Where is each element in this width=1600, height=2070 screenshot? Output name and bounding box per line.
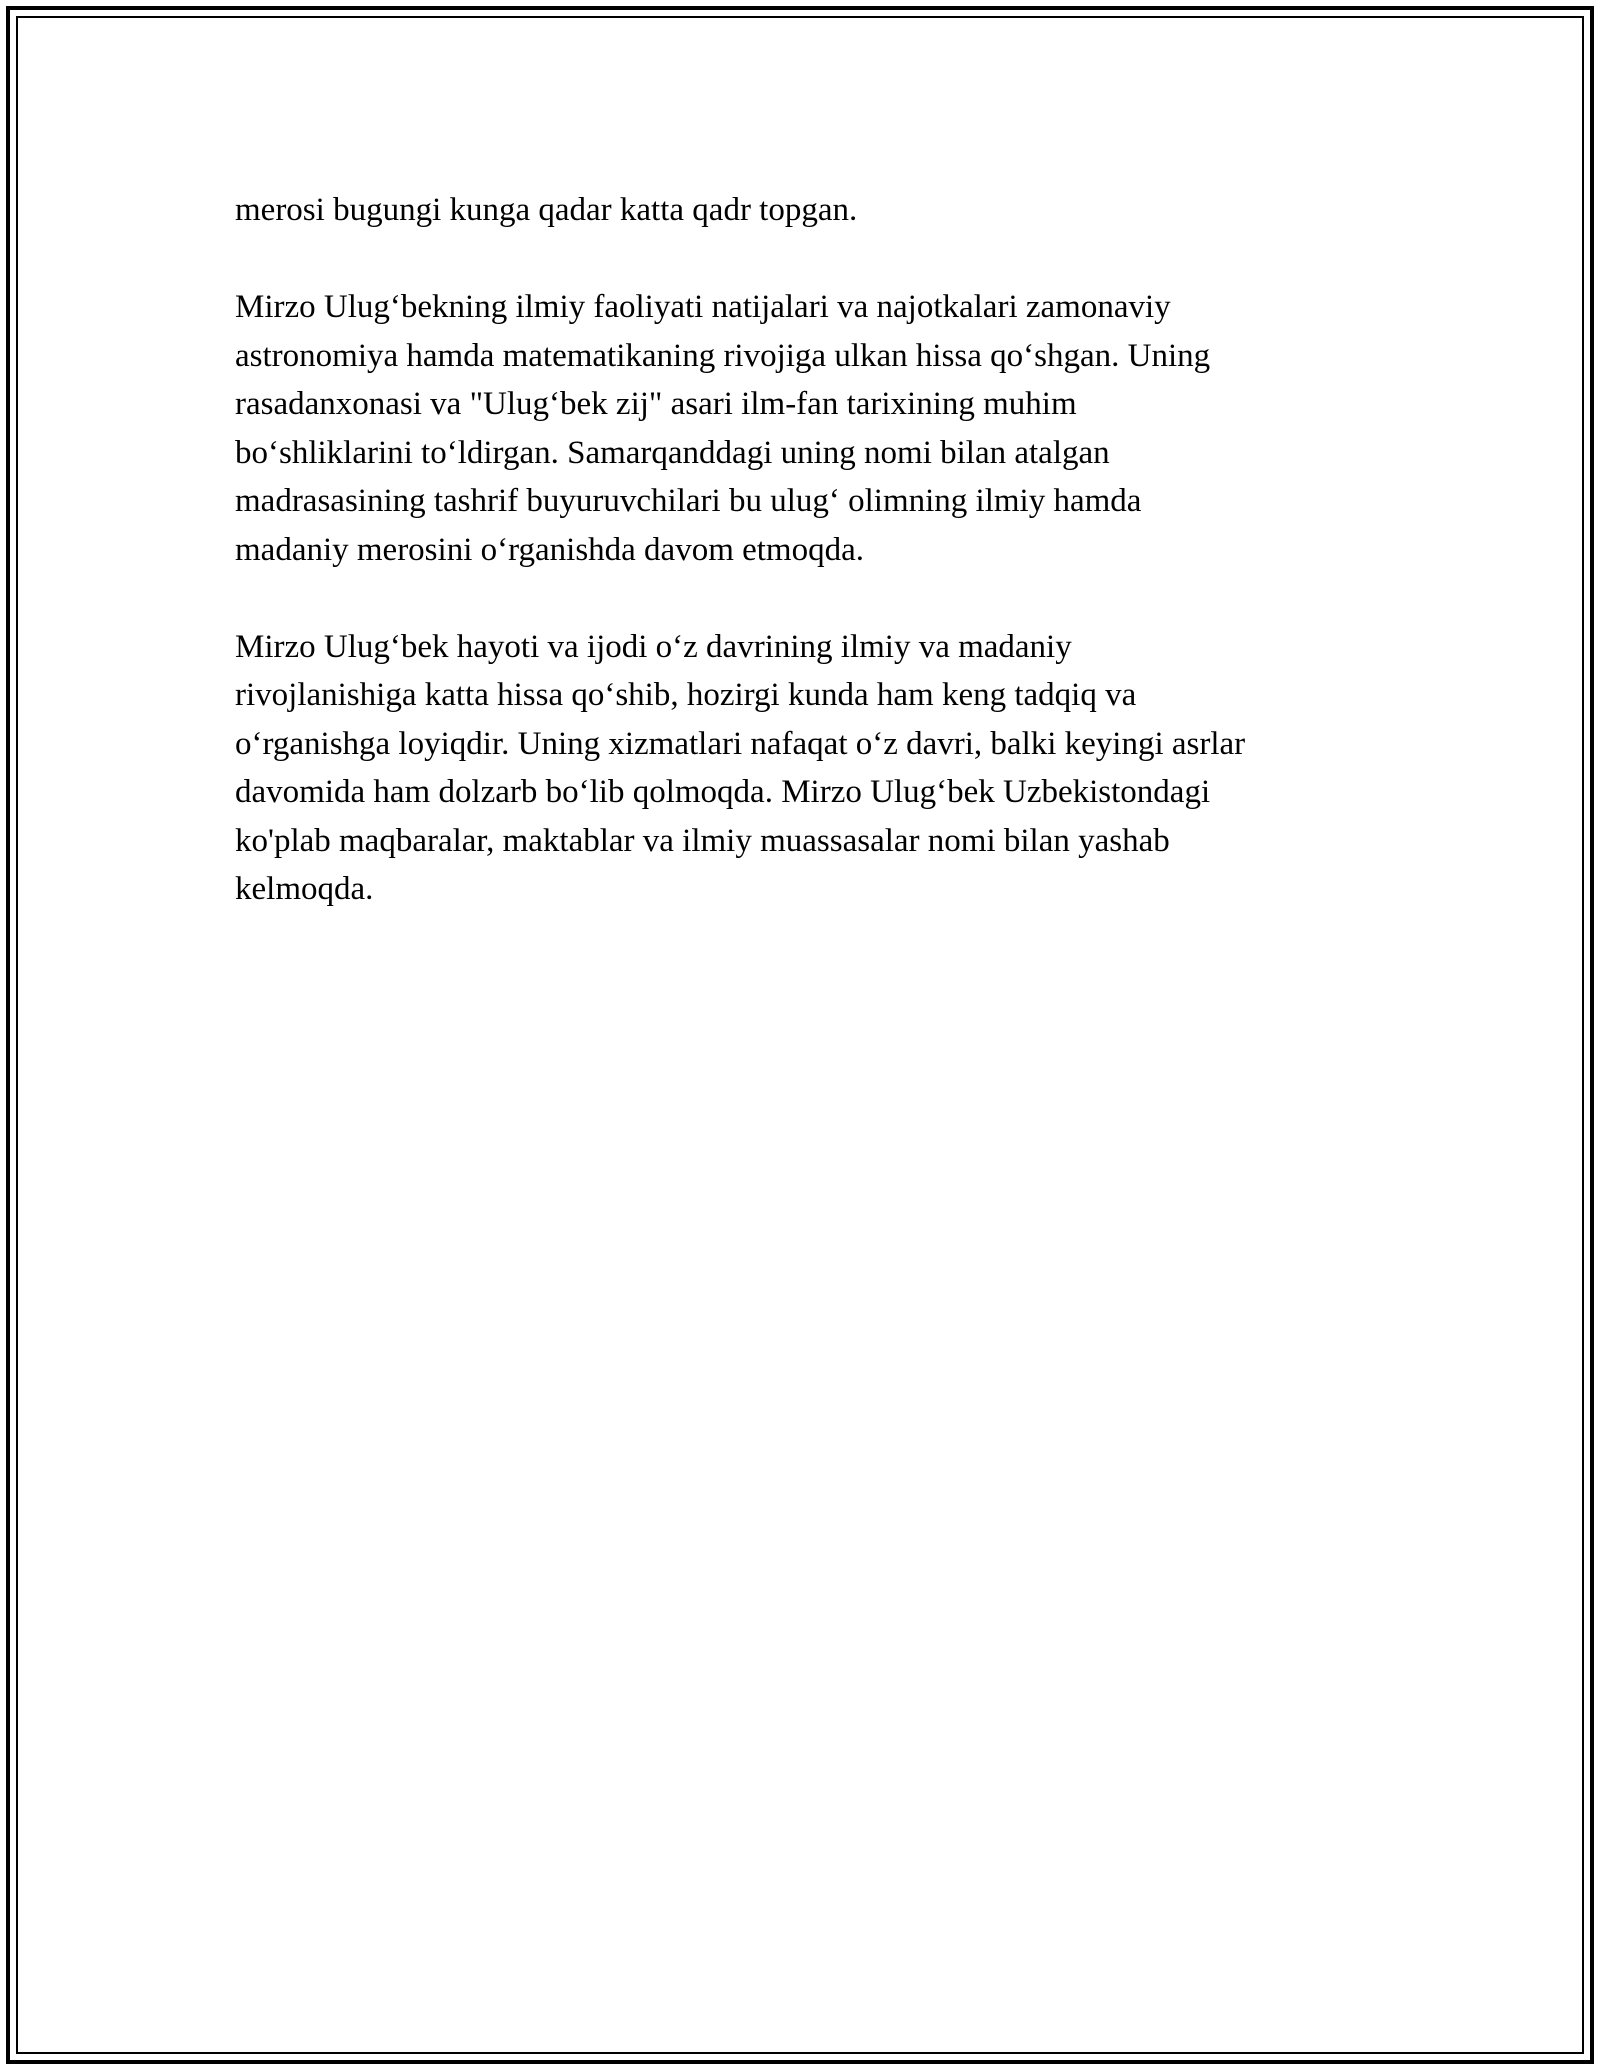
document-body [235,186,1385,962]
paragraph-3: Mirzo Ulug‘bek hayoti va ijodi o‘z davrining ilmiy va madaniy rivojlanishiga katta hissa qo‘shib, hozirgi kunda ham keng tadqiq va o‘rganishga loyiqdir. Uning xizmatlari nafaqat o‘z davri, balki keyingi asrlar davomida ham dolzarb bo‘lib qolmoqda. Mirzo Ulug‘bek Uzbekistondagi ko'plab maqbaralar, maktablar va ilmiy muassasalar nomi bilan yashab kelmoqda. [235,628,1246,907]
paragraph-2: Mirzo Ulug‘bekning ilmiy faoliyati natijalari va najotkalari zamonaviy astronomiya hamda matematikaning rivojiga ulkan hissa qo‘shgan. Uning rasadanxonasi va "Ulug‘bek zij" asari ilm-fan tarixining muhim bo‘shliklarini to‘ldirgan. Samarqanddagi uning nomi bilan atalgan madrasasining tashrif buyuruvchilari bu ulug‘ olimning ilmiy hamda madaniy merosini o‘rganishda davom etmoqda. [235,289,1211,568]
paragraph-1: merosi bugungi kunga qadar katta qadr topgan. [235,192,858,228]
